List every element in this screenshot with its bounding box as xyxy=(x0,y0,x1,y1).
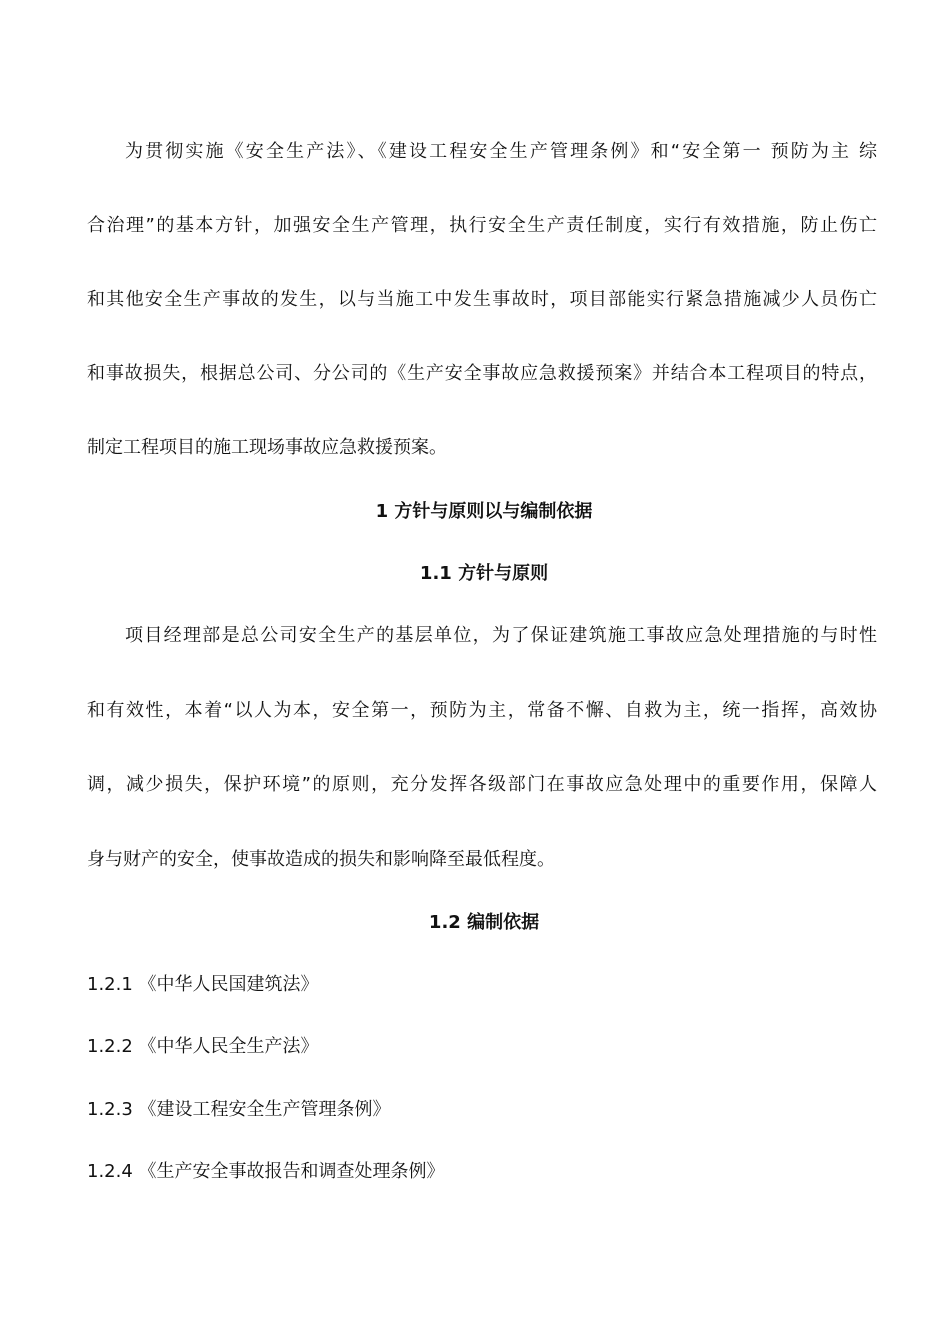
basis-list-item: 1.2.1 《中华人民国建筑法》 xyxy=(87,974,319,995)
intro-line: 和其他安全生产事故的发生，以与当施工中发生事故时，项目部能实行紧急措施减少人员伤亡 xyxy=(87,289,877,310)
principle-line: 和有效性，本着“以人为本，安全第一，预防为主，常备不懈、自救为主，统一指挥，高效协 xyxy=(87,700,877,721)
basis-list-item: 1.2.3 《建设工程安全生产管理条例》 xyxy=(87,1099,391,1120)
principle-line: 调，减少损失，保护环境”的原则，充分发挥各级部门在事故应急处理中的重要作用，保障人 xyxy=(87,774,877,795)
basis-list-item: 1.2.4 《生产安全事故报告和调查处理条例》 xyxy=(87,1161,445,1182)
section-heading: 1 方针与原则以与编制依据 xyxy=(375,501,593,522)
basis-list-item: 1.2.2 《中华人民全生产法》 xyxy=(87,1036,319,1057)
intro-line: 合治理”的基本方针，加强安全生产管理，执行安全生产责任制度，实行有效措施，防止伤亡 xyxy=(87,215,877,236)
subsection-heading: 1.2 编制依据 xyxy=(428,912,540,933)
intro-line: 为贯彻实施《安全生产法》、《建设工程安全生产管理条例》和“安全第一 预防为主 综 xyxy=(125,141,877,162)
intro-line: 和事故损失，根据总公司、分公司的《生产安全事故应急救援预案》并结合本工程项目的特点， xyxy=(87,363,877,384)
principle-line: 项目经理部是总公司安全生产的基层单位，为了保证建筑施工事故应急处理措施的与时性 xyxy=(125,625,877,646)
principle-line: 身与财产的安全，使事故造成的损失和影响降至最低程度。 xyxy=(87,849,555,870)
subsection-heading: 1.1 方针与原则 xyxy=(419,563,549,584)
intro-line: 制定工程项目的施工现场事故应急救援预案。 xyxy=(87,437,447,458)
